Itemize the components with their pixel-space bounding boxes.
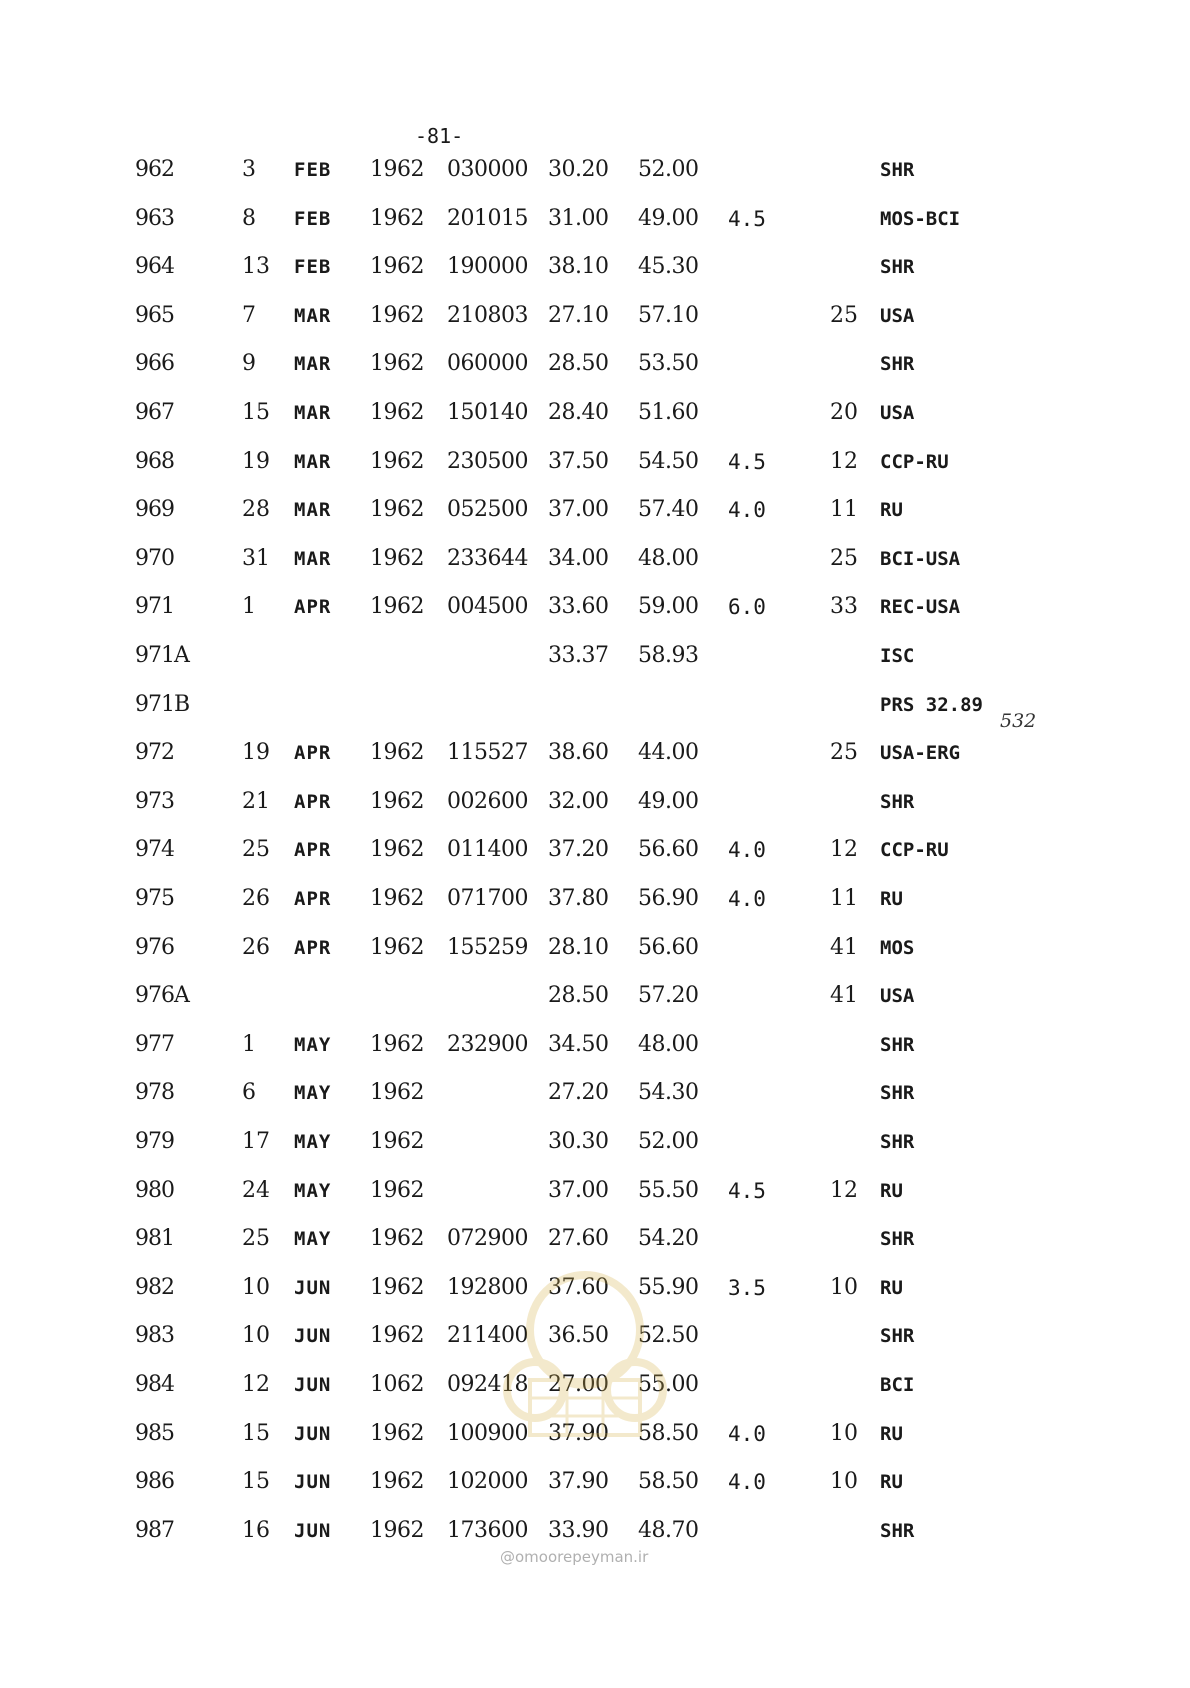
cell-depth: 11	[830, 497, 858, 523]
cell-month: APR	[294, 742, 332, 765]
cell-day: 26	[242, 934, 270, 960]
cell-month: MAY	[294, 1131, 332, 1153]
cell-num: 977	[135, 1031, 174, 1057]
cell-source: USA	[880, 985, 915, 1008]
cell-day: 19	[242, 448, 270, 474]
cell-time: 071700	[447, 886, 528, 911]
cell-year: 1962	[370, 788, 424, 814]
cell-month: MAR	[294, 547, 332, 570]
cell-day: 26	[242, 886, 270, 911]
cell-depth: 25	[830, 545, 858, 571]
table-row	[0, 981, 1190, 1025]
cell-source: USA	[880, 402, 915, 424]
cell-source: BCI	[880, 1374, 915, 1396]
cell-lon: 44.00	[638, 740, 699, 766]
cell-day: 7	[242, 302, 256, 328]
cell-lat: 33.90	[548, 1517, 609, 1543]
cell-source: PRS 32.89	[880, 693, 983, 716]
cell-month: MAY	[294, 1228, 332, 1251]
cell-time: 233644	[447, 545, 528, 571]
cell-lat: 27.20	[548, 1080, 609, 1106]
cell-depth: 12	[830, 837, 858, 863]
cell-time: 150140	[447, 400, 528, 425]
cell-source: SHR	[880, 353, 915, 376]
cell-time: 210803	[447, 302, 528, 328]
cell-time: 230500	[447, 448, 528, 474]
cell-lat: 27.00	[548, 1372, 609, 1397]
cell-time: 155259	[447, 934, 528, 960]
cell-time: 060000	[447, 351, 528, 377]
cell-day: 9	[242, 351, 256, 377]
cell-num: 981	[135, 1226, 174, 1252]
cell-month: APR	[294, 936, 332, 959]
table-row	[0, 1078, 1190, 1122]
cell-source: SHR	[880, 1033, 915, 1056]
cell-source: RU	[880, 499, 903, 522]
cell-num: 965	[135, 302, 174, 328]
cell-lat: 33.60	[548, 594, 609, 620]
cell-lon: 55.00	[638, 1372, 699, 1397]
cell-year: 1962	[370, 497, 424, 523]
cell-time: 115527	[447, 740, 528, 766]
cell-lat: 37.90	[548, 1469, 609, 1495]
cell-mag: 6.0	[728, 595, 766, 620]
cell-lat: 36.50	[548, 1323, 609, 1349]
cell-num: 974	[135, 837, 174, 863]
cell-year: 1962	[370, 1226, 424, 1252]
cell-lon: 57.40	[638, 497, 699, 523]
cell-year: 1962	[370, 545, 424, 571]
cell-year: 1962	[370, 1469, 424, 1495]
cell-time: 052500	[447, 497, 528, 523]
cell-mag: 4.5	[728, 449, 766, 474]
cell-num: 967	[135, 400, 174, 425]
cell-time: 102000	[447, 1469, 528, 1495]
table-row	[0, 835, 1190, 879]
cell-num: 971	[135, 594, 174, 620]
cell-day: 25	[242, 1226, 270, 1252]
cell-day: 6	[242, 1080, 256, 1106]
cell-num: 982	[135, 1274, 174, 1300]
cell-year: 1962	[370, 351, 424, 377]
table-row	[0, 544, 1190, 588]
cell-lon: 53.50	[638, 351, 699, 377]
table-row	[0, 884, 1190, 928]
cell-lon: 57.10	[638, 302, 699, 328]
cell-time: 173600	[447, 1517, 528, 1543]
cell-day: 3	[242, 157, 256, 182]
cell-day: 8	[242, 205, 256, 231]
cell-year: 1962	[370, 1129, 424, 1154]
cell-lat: 38.10	[548, 254, 609, 280]
cell-day: 1	[242, 1031, 256, 1057]
cell-month: MAR	[294, 450, 332, 473]
cell-lon: 52.50	[638, 1323, 699, 1349]
cell-time: 011400	[447, 837, 528, 863]
cell-mag: 4.0	[728, 1470, 766, 1495]
table-row	[0, 301, 1190, 345]
cell-lon: 49.00	[638, 788, 699, 814]
cell-year: 1962	[370, 740, 424, 766]
cell-num: 969	[135, 497, 174, 523]
cell-lat: 27.10	[548, 302, 609, 328]
cell-lon: 56.90	[638, 886, 699, 911]
cell-mag: 4.0	[728, 498, 766, 523]
cell-num: 971B	[135, 691, 190, 717]
cell-time: 004500	[447, 594, 528, 620]
cell-mag: 3.5	[728, 1275, 766, 1300]
cell-depth: 10	[830, 1420, 858, 1446]
cell-lon: 55.90	[638, 1274, 699, 1300]
cell-source: RU	[880, 888, 903, 910]
cell-num: 968	[135, 448, 174, 474]
cell-num: 987	[135, 1517, 174, 1543]
cell-month: MAY	[294, 1082, 332, 1105]
cell-time: 100900	[447, 1420, 528, 1446]
cell-num: 966	[135, 351, 174, 377]
cell-lat: 30.30	[548, 1129, 609, 1154]
cell-month: MAY	[294, 1033, 332, 1056]
cell-depth: 10	[830, 1274, 858, 1300]
cell-lat: 37.80	[548, 886, 609, 911]
cell-num: 984	[135, 1372, 174, 1397]
table-row	[0, 447, 1190, 491]
cell-lat: 38.60	[548, 740, 609, 766]
cell-source: USA	[880, 304, 915, 327]
cell-day: 12	[242, 1372, 270, 1397]
cell-depth: 41	[830, 983, 858, 1009]
cell-lat: 27.60	[548, 1226, 609, 1252]
cell-lon: 49.00	[638, 205, 699, 231]
cell-day: 19	[242, 740, 270, 766]
cell-depth: 33	[830, 594, 858, 620]
cell-time: 211400	[447, 1323, 528, 1349]
watermark-emblem	[490, 1260, 680, 1450]
cell-lon: 58.93	[638, 643, 699, 668]
cell-lon: 59.00	[638, 594, 699, 620]
cell-day: 31	[242, 545, 270, 571]
cell-year: 1962	[370, 205, 424, 231]
table-row	[0, 933, 1190, 977]
cell-day: 13	[242, 254, 270, 280]
cell-month: JUN	[294, 1471, 332, 1494]
cell-day: 15	[242, 1469, 270, 1495]
cell-year: 1962	[370, 1274, 424, 1300]
cell-month: JUN	[294, 1374, 332, 1396]
cell-lon: 57.20	[638, 983, 699, 1009]
table-row	[0, 641, 1190, 685]
cell-month: JUN	[294, 1519, 332, 1542]
cell-day: 21	[242, 788, 270, 814]
cell-lat: 28.40	[548, 400, 609, 425]
cell-year: 1962	[370, 934, 424, 960]
cell-lon: 48.70	[638, 1517, 699, 1543]
table-row	[0, 495, 1190, 539]
cell-depth: 11	[830, 886, 858, 911]
cell-month: JUN	[294, 1422, 332, 1445]
table-row	[0, 592, 1190, 636]
cell-day: 10	[242, 1274, 270, 1300]
cell-month: APR	[294, 888, 332, 910]
cell-lon: 54.20	[638, 1226, 699, 1252]
cell-time: 030000	[447, 157, 528, 182]
table-row	[0, 398, 1190, 442]
cell-source: SHR	[880, 1325, 915, 1348]
cell-lon: 52.00	[638, 1129, 699, 1154]
cell-num: 985	[135, 1420, 174, 1446]
cell-lat: 37.50	[548, 448, 609, 474]
cell-day: 10	[242, 1323, 270, 1349]
cell-year: 1962	[370, 302, 424, 328]
table-row	[0, 349, 1190, 393]
cell-source: RU	[880, 1422, 903, 1445]
cell-month: FEB	[294, 256, 332, 279]
cell-lat: 37.20	[548, 837, 609, 863]
table-row	[0, 252, 1190, 296]
cell-depth: 10	[830, 1469, 858, 1495]
cell-year: 1962	[370, 400, 424, 425]
cell-year: 1962	[370, 1517, 424, 1543]
cell-depth: 41	[830, 934, 858, 960]
cell-mag: 4.0	[728, 1421, 766, 1446]
cell-time: 092418	[447, 1372, 528, 1397]
cell-lat: 37.00	[548, 497, 609, 523]
cell-month: FEB	[294, 159, 332, 181]
table-row	[0, 1467, 1190, 1511]
cell-lon: 56.60	[638, 934, 699, 960]
cell-month: MAR	[294, 353, 332, 376]
table-row	[0, 1030, 1190, 1074]
cell-day: 25	[242, 837, 270, 863]
cell-depth: 12	[830, 448, 858, 474]
cell-depth: 12	[830, 1177, 858, 1203]
cell-num: 976	[135, 934, 174, 960]
cell-month: MAY	[294, 1179, 332, 1202]
cell-day: 15	[242, 1420, 270, 1446]
cell-year: 1962	[370, 1177, 424, 1203]
cell-lat: 37.60	[548, 1274, 609, 1300]
cell-day: 28	[242, 497, 270, 523]
cell-lon: 48.00	[638, 545, 699, 571]
cell-num: 972	[135, 740, 174, 766]
cell-source: RU	[880, 1471, 903, 1494]
watermark-text: @omoorepeyman.ir	[500, 1548, 649, 1566]
cell-num: 970	[135, 545, 174, 571]
cell-month: MAR	[294, 402, 332, 424]
cell-month: FEB	[294, 207, 332, 230]
cell-year: 1962	[370, 1420, 424, 1446]
cell-mag: 4.5	[728, 206, 766, 231]
cell-num: 980	[135, 1177, 174, 1203]
cell-num: 973	[135, 788, 174, 814]
cell-lat: 33.37	[548, 643, 609, 668]
page-number: -81-	[415, 124, 464, 148]
cell-depth: 25	[830, 740, 858, 766]
cell-year: 1962	[370, 837, 424, 863]
cell-lon: 56.60	[638, 837, 699, 863]
cell-lon: 54.50	[638, 448, 699, 474]
cell-month: APR	[294, 596, 332, 619]
cell-source: ISC	[880, 645, 915, 667]
cell-year: 1962	[370, 254, 424, 280]
cell-depth: 20	[830, 400, 858, 425]
table-row	[0, 204, 1190, 248]
cell-month: JUN	[294, 1276, 332, 1299]
cell-year: 1962	[370, 157, 424, 182]
cell-num: 971A	[135, 643, 189, 668]
table-row	[0, 155, 1190, 199]
cell-source: SHR	[880, 1228, 915, 1251]
cell-time: 002600	[447, 788, 528, 814]
cell-year: 1962	[370, 1323, 424, 1349]
cell-source: SHR	[880, 256, 915, 279]
table-row	[0, 1127, 1190, 1171]
table-row	[0, 787, 1190, 831]
cell-year: 1962	[370, 448, 424, 474]
cell-time: 192800	[447, 1274, 528, 1300]
cell-month: APR	[294, 790, 332, 813]
table-row	[0, 738, 1190, 782]
cell-source: USA-ERG	[880, 742, 961, 765]
cell-source: SHR	[880, 1082, 915, 1105]
cell-num: 983	[135, 1323, 174, 1349]
cell-lat: 28.10	[548, 934, 609, 960]
cell-lat: 34.50	[548, 1031, 609, 1057]
cell-source: SHR	[880, 790, 915, 813]
cell-source: RU	[880, 1276, 903, 1299]
cell-lat: 28.50	[548, 351, 609, 377]
cell-lat: 34.00	[548, 545, 609, 571]
cell-num: 979	[135, 1129, 174, 1154]
cell-time: 201015	[447, 205, 528, 231]
cell-source: CCP-RU	[880, 839, 949, 862]
cell-day: 15	[242, 400, 270, 425]
cell-lat: 30.20	[548, 157, 609, 182]
cell-lon: 51.60	[638, 400, 699, 425]
cell-source: CCP-RU	[880, 450, 949, 473]
cell-lon: 55.50	[638, 1177, 699, 1203]
cell-lat: 32.00	[548, 788, 609, 814]
cell-source: REC-USA	[880, 596, 961, 619]
cell-lon: 58.50	[638, 1469, 699, 1495]
cell-source: MOS	[880, 936, 915, 959]
cell-source: SHR	[880, 159, 915, 181]
margin-note: 532	[1000, 710, 1037, 732]
cell-num: 986	[135, 1469, 174, 1495]
cell-lon: 48.00	[638, 1031, 699, 1057]
cell-month: MAR	[294, 499, 332, 522]
cell-time: 072900	[447, 1226, 528, 1252]
cell-time: 232900	[447, 1031, 528, 1057]
table-row	[0, 1176, 1190, 1220]
cell-time: 190000	[447, 254, 528, 280]
cell-num: 963	[135, 205, 174, 231]
cell-num: 975	[135, 886, 174, 911]
cell-month: MAR	[294, 304, 332, 327]
cell-mag: 4.0	[728, 887, 766, 911]
cell-num: 978	[135, 1080, 174, 1106]
cell-mag: 4.5	[728, 1178, 766, 1203]
cell-lon: 45.30	[638, 254, 699, 280]
cell-lon: 54.30	[638, 1080, 699, 1106]
cell-source: MOS-BCI	[880, 207, 961, 230]
cell-day: 17	[242, 1129, 270, 1154]
cell-mag: 4.0	[728, 838, 766, 863]
cell-depth: 25	[830, 302, 858, 328]
cell-num: 976A	[135, 983, 189, 1009]
cell-day: 1	[242, 594, 256, 620]
cell-source: SHR	[880, 1519, 915, 1542]
cell-lat: 31.00	[548, 205, 609, 231]
cell-day: 24	[242, 1177, 270, 1203]
cell-source: SHR	[880, 1131, 915, 1153]
cell-month: JUN	[294, 1325, 332, 1348]
cell-year: 1962	[370, 1080, 424, 1106]
cell-num: 962	[135, 157, 174, 182]
cell-year: 1962	[370, 594, 424, 620]
cell-year: 1962	[370, 1031, 424, 1057]
cell-month: APR	[294, 839, 332, 862]
cell-year: 1962	[370, 886, 424, 911]
cell-lat: 28.50	[548, 983, 609, 1009]
cell-day: 16	[242, 1517, 270, 1543]
cell-source: BCI-USA	[880, 547, 961, 570]
cell-lon: 58.50	[638, 1420, 699, 1446]
cell-year: 1062	[370, 1372, 424, 1397]
cell-lon: 52.00	[638, 157, 699, 182]
cell-num: 964	[135, 254, 174, 280]
cell-lat: 37.00	[548, 1177, 609, 1203]
cell-lat: 37.90	[548, 1420, 609, 1446]
cell-source: RU	[880, 1179, 903, 1202]
